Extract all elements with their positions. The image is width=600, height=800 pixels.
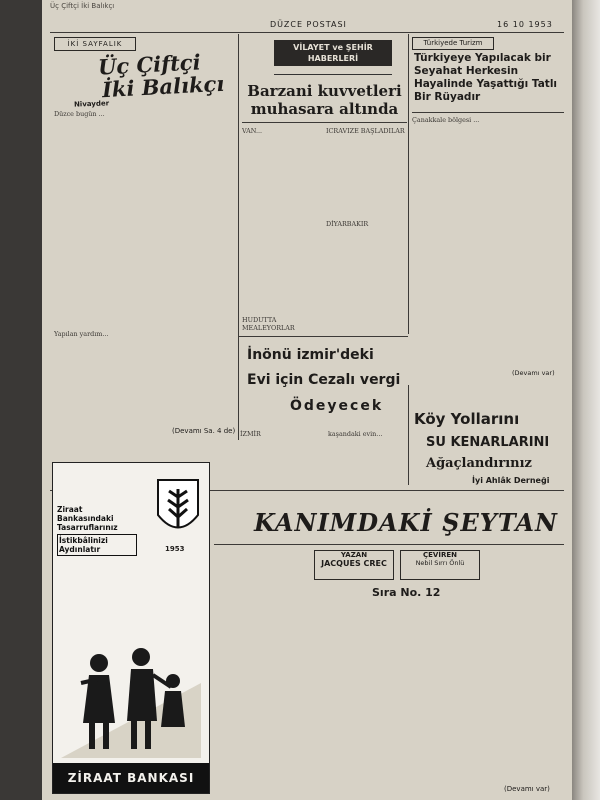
ad-top-text xyxy=(57,505,137,556)
serial-title: KANIMDAKİ ŞEYTAN xyxy=(254,508,558,537)
koy-line2: SU KENARLARINI xyxy=(426,435,550,450)
col2-body-d: HUDUTTA MEALEYORLAR xyxy=(242,316,295,333)
col2-divider xyxy=(408,34,409,334)
col2-body-a: VAN... xyxy=(242,127,263,135)
serial-episode: Sıra No. 12 xyxy=(372,586,441,599)
inonu-headline-line1: İnönü izmir'deki xyxy=(247,347,374,363)
col1-body-top: Düzce bugün ... xyxy=(54,110,105,118)
family-silhouette-icon xyxy=(61,623,201,758)
koy-signature: İyi Ahlâk Derneği xyxy=(472,476,550,485)
serial-title-rule xyxy=(214,544,564,545)
col3-kicker: Türkiyede Turizm xyxy=(423,39,483,47)
inonu-headline-line3: Ödeyecek xyxy=(290,398,384,414)
col3-kicker-box xyxy=(412,37,494,50)
col1-title-line2: İki Balıkçı xyxy=(101,70,225,103)
col2-section-logo-text: VİLAYET ve ŞEHİR HABERLERİ xyxy=(274,40,392,66)
koy-line1: Köy Yollarını xyxy=(414,410,520,428)
masthead-rule xyxy=(50,32,564,33)
col1-title-line1: Üç Çiftçi xyxy=(97,49,202,80)
col2-body-b: ICRAVIZE BAŞLADILAR xyxy=(326,127,405,135)
serial-author: JACQUES CREC xyxy=(321,559,387,568)
ad-text-line3: İstikbâlinizi Aydınlatır xyxy=(57,534,137,556)
col3-body: Çanakkale bölgesi ... xyxy=(412,116,480,124)
inonu-top-rule xyxy=(238,336,408,337)
col3-headline-rule xyxy=(412,112,564,113)
col2-section-logo xyxy=(274,40,392,75)
wheat-emblem-icon xyxy=(153,475,203,545)
col1-divider xyxy=(238,34,239,440)
serial-translator-box xyxy=(400,550,480,580)
col3-continuation: (Devamı var) xyxy=(512,369,555,377)
col1-body-bottom: Yapılan yardım... xyxy=(54,330,109,338)
serial-translator-label: ÇEVİREN xyxy=(423,551,457,559)
masthead-title: DÜZCE POSTASI xyxy=(270,20,347,29)
col1-kicker: İKİ SAYFALIK xyxy=(67,40,123,48)
ziraat-advertisement xyxy=(52,462,210,794)
masthead-date: 16 10 1953 xyxy=(497,20,553,29)
col1-kicker-box xyxy=(54,37,136,51)
col3-headline: Türkiyeye Yapılacak bir Seyahat Herkesin Hayalinde Yaşattığı Tatlı Bir Rüyadır xyxy=(414,52,558,103)
col2-body-c: DİYARBAKIR xyxy=(326,220,369,228)
col1-continuation: (Devamı Sa. 4 de) xyxy=(172,427,236,435)
col1-subhead: Nivayder xyxy=(73,99,110,109)
inonu-headline-line2: Evi için Cezalı vergi xyxy=(247,372,401,388)
inonu-body-right: kaşandaki evin... xyxy=(328,430,383,438)
ad-text-line2: Tasarruflarınız xyxy=(57,523,118,532)
photo-background-edge xyxy=(572,0,600,800)
col2-headline: Barzani kuvvetleri muhasara altında xyxy=(247,82,402,118)
masthead-left-label: Üç Çiftçi İki Balıkçı xyxy=(50,2,115,10)
serial-author-box xyxy=(314,550,394,580)
ad-bank-name: ZİRAAT BANKASI xyxy=(53,763,209,793)
col2-headline-rule xyxy=(242,122,407,123)
ad-year: 1953 xyxy=(165,545,185,553)
inonu-body-left: İZMİR xyxy=(240,430,261,438)
ad-text-line1: Ziraat Bankasındaki xyxy=(57,505,114,523)
koy-line3: Ağaçlandırınız xyxy=(426,456,532,471)
serial-continuation: (Devamı var) xyxy=(504,785,550,793)
koy-divider xyxy=(408,385,409,485)
newspaper-page xyxy=(42,0,572,800)
serial-translator: Nebil Sırrı Önlü xyxy=(415,559,465,567)
serial-author-label: YAZAN xyxy=(340,551,368,559)
